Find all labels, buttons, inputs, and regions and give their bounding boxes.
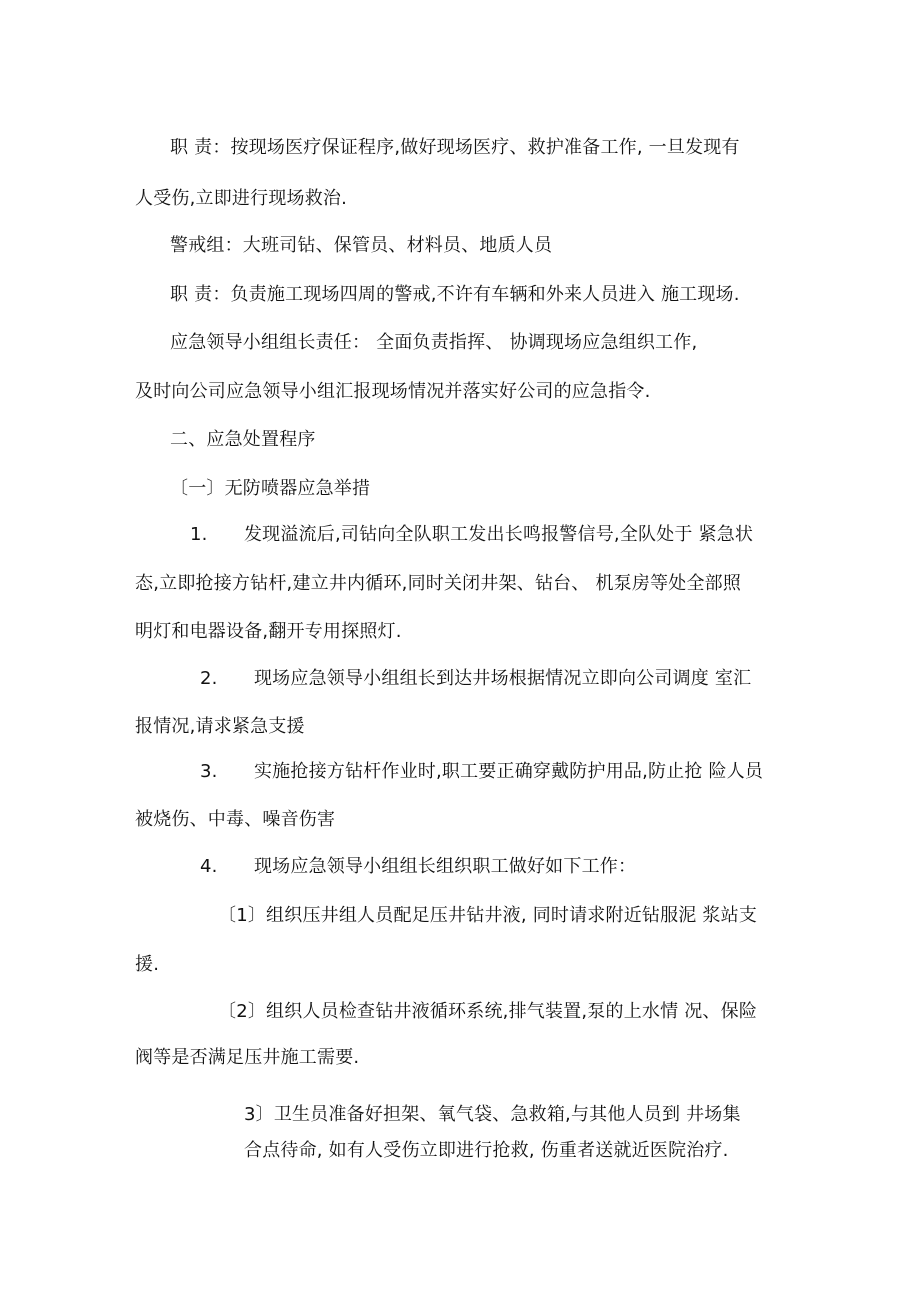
paragraph-medical-duty-line-2: 人受伤,立即进行现场救治. <box>135 188 348 209</box>
subsection-heading-no-bop: 〔一〕无防喷器应急举措 <box>170 478 371 499</box>
step-2-line-2: 报情况,请求紧急支援 <box>135 716 305 737</box>
paragraph-guard-duty: 职 责：负责施工现场四周的警戒,不许有车辆和外来人员进入 施工现场. <box>170 284 740 305</box>
substep-2-line-1: 〔2〕组织人员检查钻井液循环系统,排气装置,泵的上水情 况、保险 <box>218 1001 758 1022</box>
step-4-line-1: 4. 现场应急领导小组组长组织职工做好如下工作： <box>200 856 637 877</box>
step-1-line-3: 明灯和电器设备,翻开专用探照灯. <box>135 621 402 642</box>
section-heading-emergency-procedure: 二、应急处置程序 <box>170 429 316 450</box>
paragraph-guard-group: 警戒组：大班司钻、保管员、材料员、地质人员 <box>170 235 553 256</box>
step-2-line-1: 2. 现场应急领导小组组长到达井场根据情况立即向公司调度 室汇 <box>200 668 752 689</box>
substep-3-line-1: 3〕卫生员准备好担架、氧气袋、急救箱,与其他人员到 井场集 <box>244 1104 741 1125</box>
step-3-line-1: 3. 实施抢接方钻杆作业时,职工要正确穿戴防护用品,防止抢 险人员 <box>200 761 764 782</box>
step-1-line-2: 态,立即抢接方钻杆,建立井内循环,同时关闭井架、钻台、 机泵房等处全部照 <box>135 573 742 594</box>
paragraph-medical-duty-line-1: 职 责：按现场医疗保证程序,做好现场医疗、救护准备工作, 一旦发现有 <box>170 137 740 158</box>
paragraph-leader-responsibility-line-1: 应急领导小组组长责任： 全面负责指挥、 协调现场应急组织工作, <box>170 332 698 353</box>
substep-1-line-2: 援. <box>135 954 160 975</box>
substep-1-line-1: 〔1〕组织压井组人员配足压井钻井液, 同时请求附近钻服泥 浆站支 <box>218 905 758 926</box>
step-3-line-2: 被烧伤、中毒、噪音伤害 <box>135 809 336 830</box>
substep-2-line-2: 阀等是否满足压井施工需要. <box>135 1047 360 1068</box>
paragraph-leader-responsibility-line-2: 及时向公司应急领导小组汇报现场情况并落实好公司的应急指令. <box>135 381 651 402</box>
step-1-line-1: 1. 发现溢流后,司钻向全队职工发出长鸣报警信号,全队处于 紧急状 <box>190 524 754 545</box>
substep-3-line-2: 合点待命, 如有人受伤立即进行抢救, 伤重者送就近医院治疗. <box>244 1140 729 1161</box>
